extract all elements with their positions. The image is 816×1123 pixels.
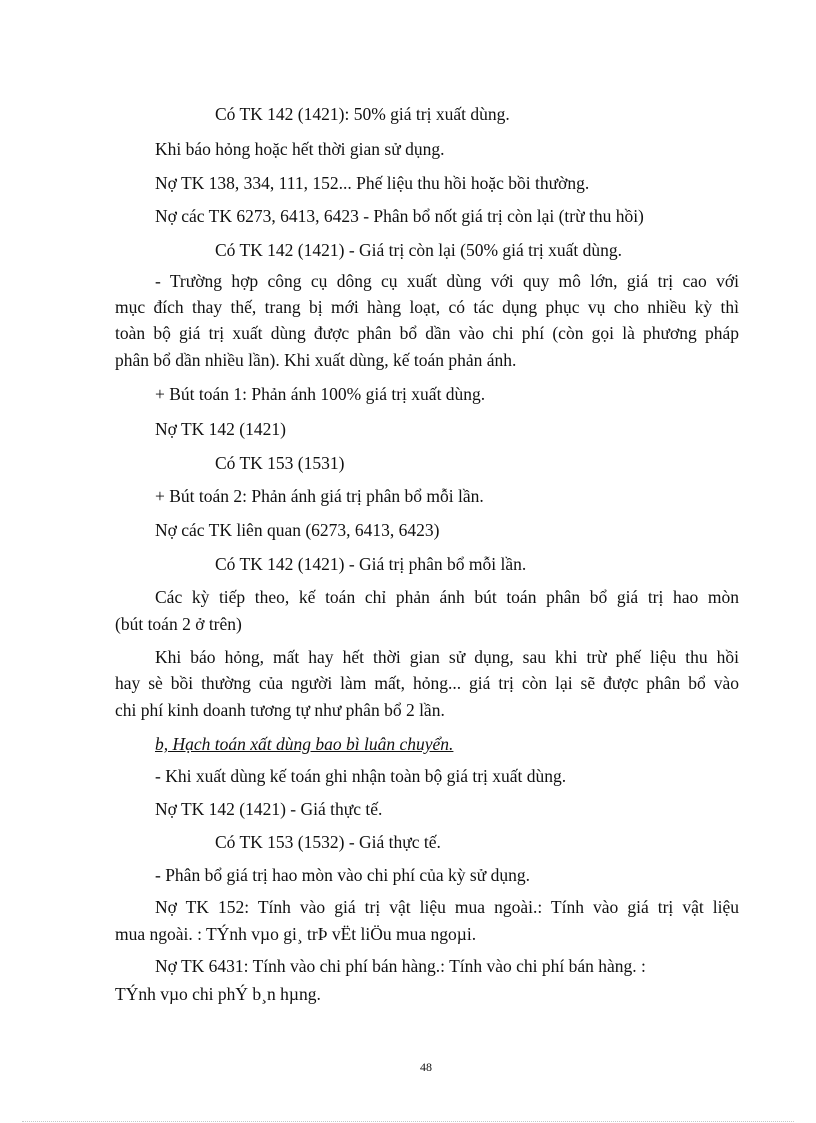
text-line: Có TK 142 (1421) - Giá trị còn lại (50% giá trị xuất dùng.: [215, 240, 622, 260]
text-line: mua ngoài. : TÝnh vµo gi¸ trÞ vËt liÖu mua ngoµi.: [115, 924, 477, 944]
text-line: Có TK 142 (1421) - Giá trị phân bổ mỗi lần.: [215, 554, 527, 574]
text-line: Nợ các TK 6273, 6413, 6423 - Phân bổ nốt giá trị còn lại (trừ thu hồi): [155, 206, 644, 226]
text-line: + Bút toán 1: Phản ánh 100% giá trị xuất dùng.: [155, 384, 486, 404]
text-line: - Trường hợp công cụ dông cụ xuất dùng với quy mô lớn, giá trị cao với: [155, 271, 739, 291]
text-line: (bút toán 2 ở trên): [115, 614, 242, 634]
text-line: Có TK 153 (1531): [215, 453, 345, 473]
text-line: Nợ TK 152: Tính vào giá trị vật liệu mua ngoài.: Tính vào giá trị vật liệu: [155, 897, 739, 917]
text-line: chi phí kinh doanh tương tự như phân bổ 2 lần.: [115, 700, 445, 720]
text-line: Nợ TK 142 (1421) - Giá thực tế.: [155, 799, 383, 819]
text-line: Khi báo hỏng hoặc hết thời gian sử dụng.: [155, 139, 445, 159]
text-line: Nợ TK 138, 334, 111, 152... Phế liệu thu hồi hoặc bồi thường.: [155, 173, 590, 193]
text-line: toàn bộ giá trị xuất dùng được phân bổ dần vào chi phí (còn gọi là phương pháp: [115, 323, 739, 343]
text-line: Nợ TK 142 (1421): [155, 419, 286, 439]
text-line: + Bút toán 2: Phản ánh giá trị phân bổ mỗi lần.: [155, 486, 484, 506]
text-line: Khi báo hỏng, mất hay hết thời gian sử dụng, sau khi trừ phế liệu thu hồi: [155, 647, 739, 667]
text-line: - Phân bổ giá trị hao mòn vào chi phí của kỳ sử dụng.: [155, 865, 530, 885]
page-number: 48: [420, 1060, 432, 1074]
text-line: hay sè bồi thường của người làm mất, hỏng... giá trị còn lại sẽ được phân bổ vào: [115, 673, 739, 693]
section-heading: b, Hạch toán xất dùng bao bì luân chuyển.: [155, 734, 454, 754]
text-line: mục đích thay thế, trang bị mới hàng loạt, có tác dụng phục vụ cho nhiều kỳ thì: [115, 297, 739, 317]
text-line: Có TK 142 (1421): 50% giá trị xuất dùng.: [215, 104, 510, 124]
text-line: TÝnh vµo chi phÝ b¸n hµng.: [115, 984, 321, 1004]
text-line: Nợ TK 6431: Tính vào chi phí bán hàng.: Tính vào chi phí bán hàng. :: [155, 956, 646, 976]
text-line: Nợ các TK liên quan (6273, 6413, 6423): [155, 520, 440, 540]
page-edge-divider: [22, 1121, 794, 1122]
text-line: Có TK 153 (1532) - Giá thực tế.: [215, 832, 441, 852]
text-line: - Khi xuất dùng kế toán ghi nhận toàn bộ giá trị xuất dùng.: [155, 766, 567, 786]
text-line: Các kỳ tiếp theo, kế toán chỉ phản ánh bút toán phân bổ giá trị hao mòn: [155, 587, 739, 607]
text-line: phân bổ dần nhiều lần). Khi xuất dùng, kế toán phản ánh.: [115, 350, 517, 370]
